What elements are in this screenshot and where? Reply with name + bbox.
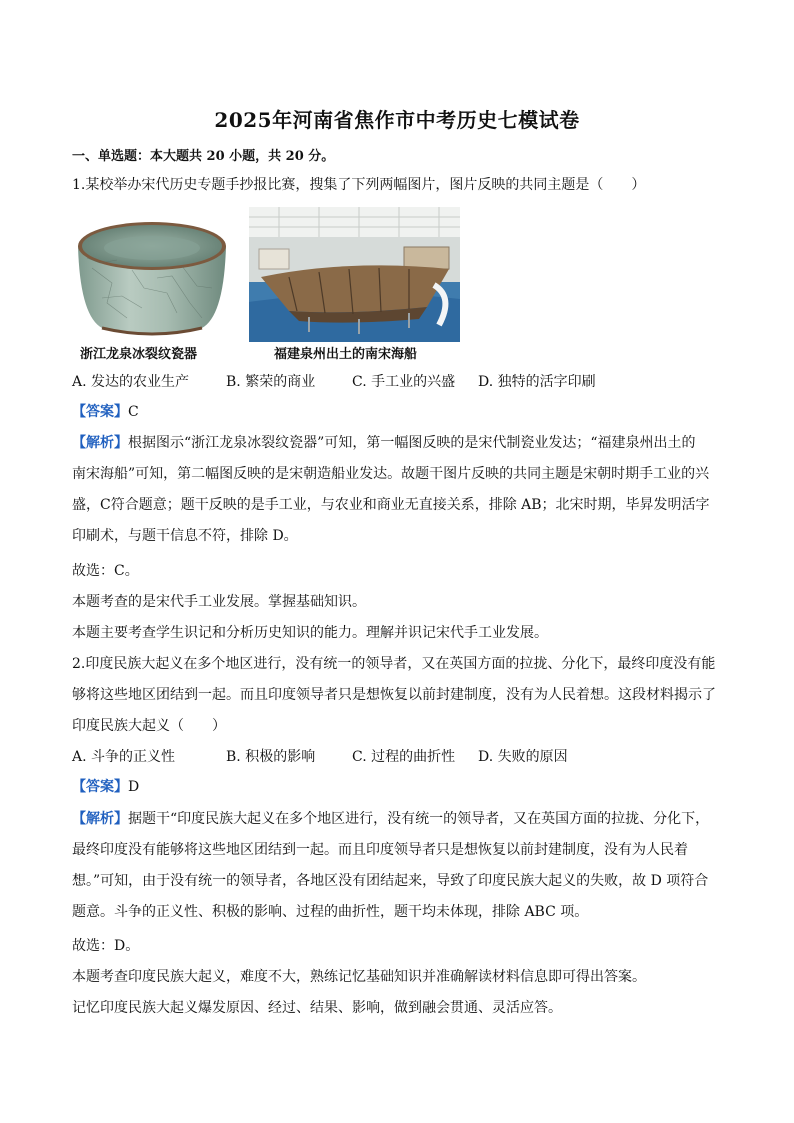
q2-options: [72, 747, 632, 767]
q1-analysis-line-3: 盛，C符合题意；题干反映的是手工业，与农业和商业无直接关系，排除 AB；北宋时期，毕昇发明活字: [72, 497, 710, 513]
q2-analysis-line-1: [72, 809, 709, 829]
q1-analysis-line-4: 印刷术，与题干信息不符，排除 D。: [72, 528, 298, 544]
q2-analysis-line-4: 题意。斗争的正义性、积极的影响、过程的曲折性，题干均未体现，排除 ABC 项。: [72, 904, 589, 920]
q2-analysis-line-3: 想。”可知，由于没有统一的领导者，各地区没有团结起来，导致了印度民族大起义的失败，故 D 项符合: [72, 873, 709, 889]
q2-answer: [72, 777, 139, 797]
q1-option-c: C. 手工业的兴盛: [352, 374, 456, 390]
page-title: 2025年河南省焦作市中考历史七模试卷: [214, 108, 580, 132]
q2-option-b: B. 积极的影响: [226, 749, 316, 765]
song-ship-image: [249, 207, 460, 342]
q1-choose: 故选：C。: [72, 563, 139, 579]
q1-stem: 1.某校举办宋代历史专题手抄报比赛，搜集了下列两幅图片，图片反映的共同主题是（ ）: [72, 177, 646, 193]
q1-option-b: B. 繁荣的商业: [226, 374, 316, 390]
q2-option-c: C. 过程的曲折性: [352, 749, 456, 765]
q2-stem-line-1: 2.印度民族大起义在多个地区进行，没有统一的领导者，又在英国方面的拉拢、分化下，最终印度没有能: [72, 656, 716, 672]
q1-option-d: D. 独特的活字印刷: [478, 374, 596, 390]
q1-note-1: 本题考查的是宋代手工业发展。掌握基础知识。: [72, 594, 366, 610]
q1-answer: [72, 402, 139, 422]
answer-tag: 【答案】: [72, 779, 128, 795]
q1-analysis-line-2: 南宋海船”可知，第二幅图反映的是宋朝造船业发达。故题干图片反映的共同主题是宋朝时期手工业的兴: [72, 466, 710, 482]
q2-stem-line-2: 够将这些地区团结到一起。而且印度领导者只是想恢复以前封建制度，没有为人民着想。这段材料揭示了: [72, 687, 716, 703]
answer-value: D: [128, 779, 140, 795]
q1-options: [72, 372, 632, 392]
q1-note-2: 本题主要考查学生识记和分析历史知识的能力。理解并识记宋代手工业发展。: [72, 625, 548, 641]
q1-analysis-line-1: [72, 433, 695, 453]
q2-stem-line-3: 印度民族大起义（ ）: [72, 718, 226, 734]
q2-option-d: D. 失败的原因: [478, 749, 568, 765]
analysis-text: 据题干“印度民族大起义在多个地区进行，没有统一的领导者，又在英国方面的拉拢、分化下，: [128, 811, 710, 827]
q2-option-a: A. 斗争的正义性: [72, 749, 176, 765]
figure1-caption: 浙江龙泉冰裂纹瓷器: [80, 347, 198, 362]
q2-analysis-line-2: 最终印度没有能够将这些地区团结到一起。而且印度领导者只是想恢复以前封建制度，没有为人民着: [72, 842, 688, 858]
analysis-tag: 【解析】: [72, 435, 128, 451]
analysis-tag: 【解析】: [72, 811, 128, 827]
q2-note-2: 记忆印度民族大起义爆发原因、经过、结果、影响，做到融会贯通、灵活应答。: [72, 1000, 562, 1016]
answer-value: C: [128, 404, 139, 420]
analysis-text: 根据图示“浙江龙泉冰裂纹瓷器”可知，第一幅图反映的是宋代制瓷业发达；“福建泉州出土的: [128, 435, 696, 451]
answer-tag: 【答案】: [72, 404, 128, 420]
section-heading: 一、单选题：本大题共 20 小题，共 20 分。: [72, 149, 335, 164]
celadon-bowl-image: [72, 208, 232, 340]
figure2-caption: 福建泉州出土的南宋海船: [274, 347, 418, 362]
q2-choose: 故选：D。: [72, 938, 140, 954]
q2-note-1: 本题考查印度民族大起义，难度不大，熟练记忆基础知识并准确解读材料信息即可得出答案。: [72, 969, 646, 985]
q1-option-a: A. 发达的农业生产: [72, 374, 190, 390]
